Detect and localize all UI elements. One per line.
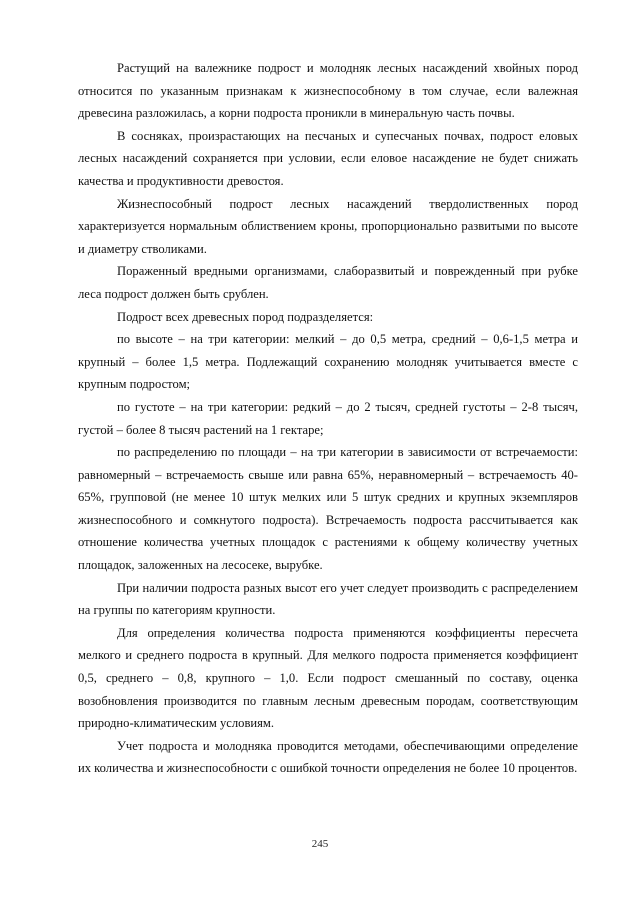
- paragraph-3: Жизнеспособный подрост лесных насаждений твердолиственных пород характеризуется нормальным облиствением кроны, пропорционально развитыми по высоте и диаметру стволиками.: [78, 196, 578, 256]
- document-body: [78, 57, 578, 780]
- paragraph-4: Пораженный вредными организмами, слаборазвитый и поврежденный при рубке леса подрост должен быть срублен.: [78, 264, 578, 301]
- page-number: 245: [311, 838, 329, 850]
- paragraph-1: Растущий на валежнике подрост и молодняк лесных насаждений хвойных пород относится по указанным признакам к жизнеспособному в том случае, если валежная древесина разложилась, а корни подроста проникли в минеральную часть почвы.: [78, 61, 578, 121]
- paragraph-7: по густоте – на три категории: редкий – до 2 тысяч, средней густоты – 2-8 тысяч, густой – более 8 тысяч растений на 1 гектаре;: [78, 399, 578, 437]
- paragraph-2: В сосняках, произрастающих на песчаных и супесчаных почвах, подрост еловых лесных насаждений сохраняется при условии, если еловое насаждение не будет снижать качества и продуктивности древостоя.: [78, 128, 578, 188]
- paragraph-11: Учет подроста и молодняка проводится методами, обеспечивающими определение их количества и жизнеспособности с ошибкой точности определения не более 10 процентов.: [78, 738, 578, 776]
- paragraph-6: по высоте – на три категории: мелкий – до 0,5 метра, средний – 0,6-1,5 метра и крупный – более 1,5 метра. Подлежащий сохранению молодняк учитывается вместе с крупным подростом;: [78, 332, 578, 392]
- paragraph-9: При наличии подроста разных высот его учет следует производить с распределением на группы по категориям крупности.: [78, 580, 578, 618]
- paragraph-5: Подрост всех древесных пород подразделяется:: [117, 309, 374, 324]
- paragraph-10: Для определения количества подроста применяются коэффициенты пересчета мелкого и среднего подроста в крупный. Для мелкого подроста применяется коэффициент 0,5, среднего – 0,8, крупного – 1,0. Если подрост смешанный по составу, оценка возобновления производится по главным лесным древесным породам, соответствующим природно-климатическим условиям.: [78, 625, 578, 731]
- paragraph-8: по распределению по площади – на три категории в зависимости от встречаемости: равномерный – встречаемость свыше или равна 65%, неравномерный – встречаемость 40-65%, групповой (не менее 10 штук мелких или 5 штук средних и крупных экземпляров жизнеспособного и сомкнутого подроста). Встречаемость подроста рассчитывается как отношение количества учетных площадок с растениями к общему количеству учетных площадок, заложенных на лесосеке, вырубке.: [78, 445, 578, 573]
